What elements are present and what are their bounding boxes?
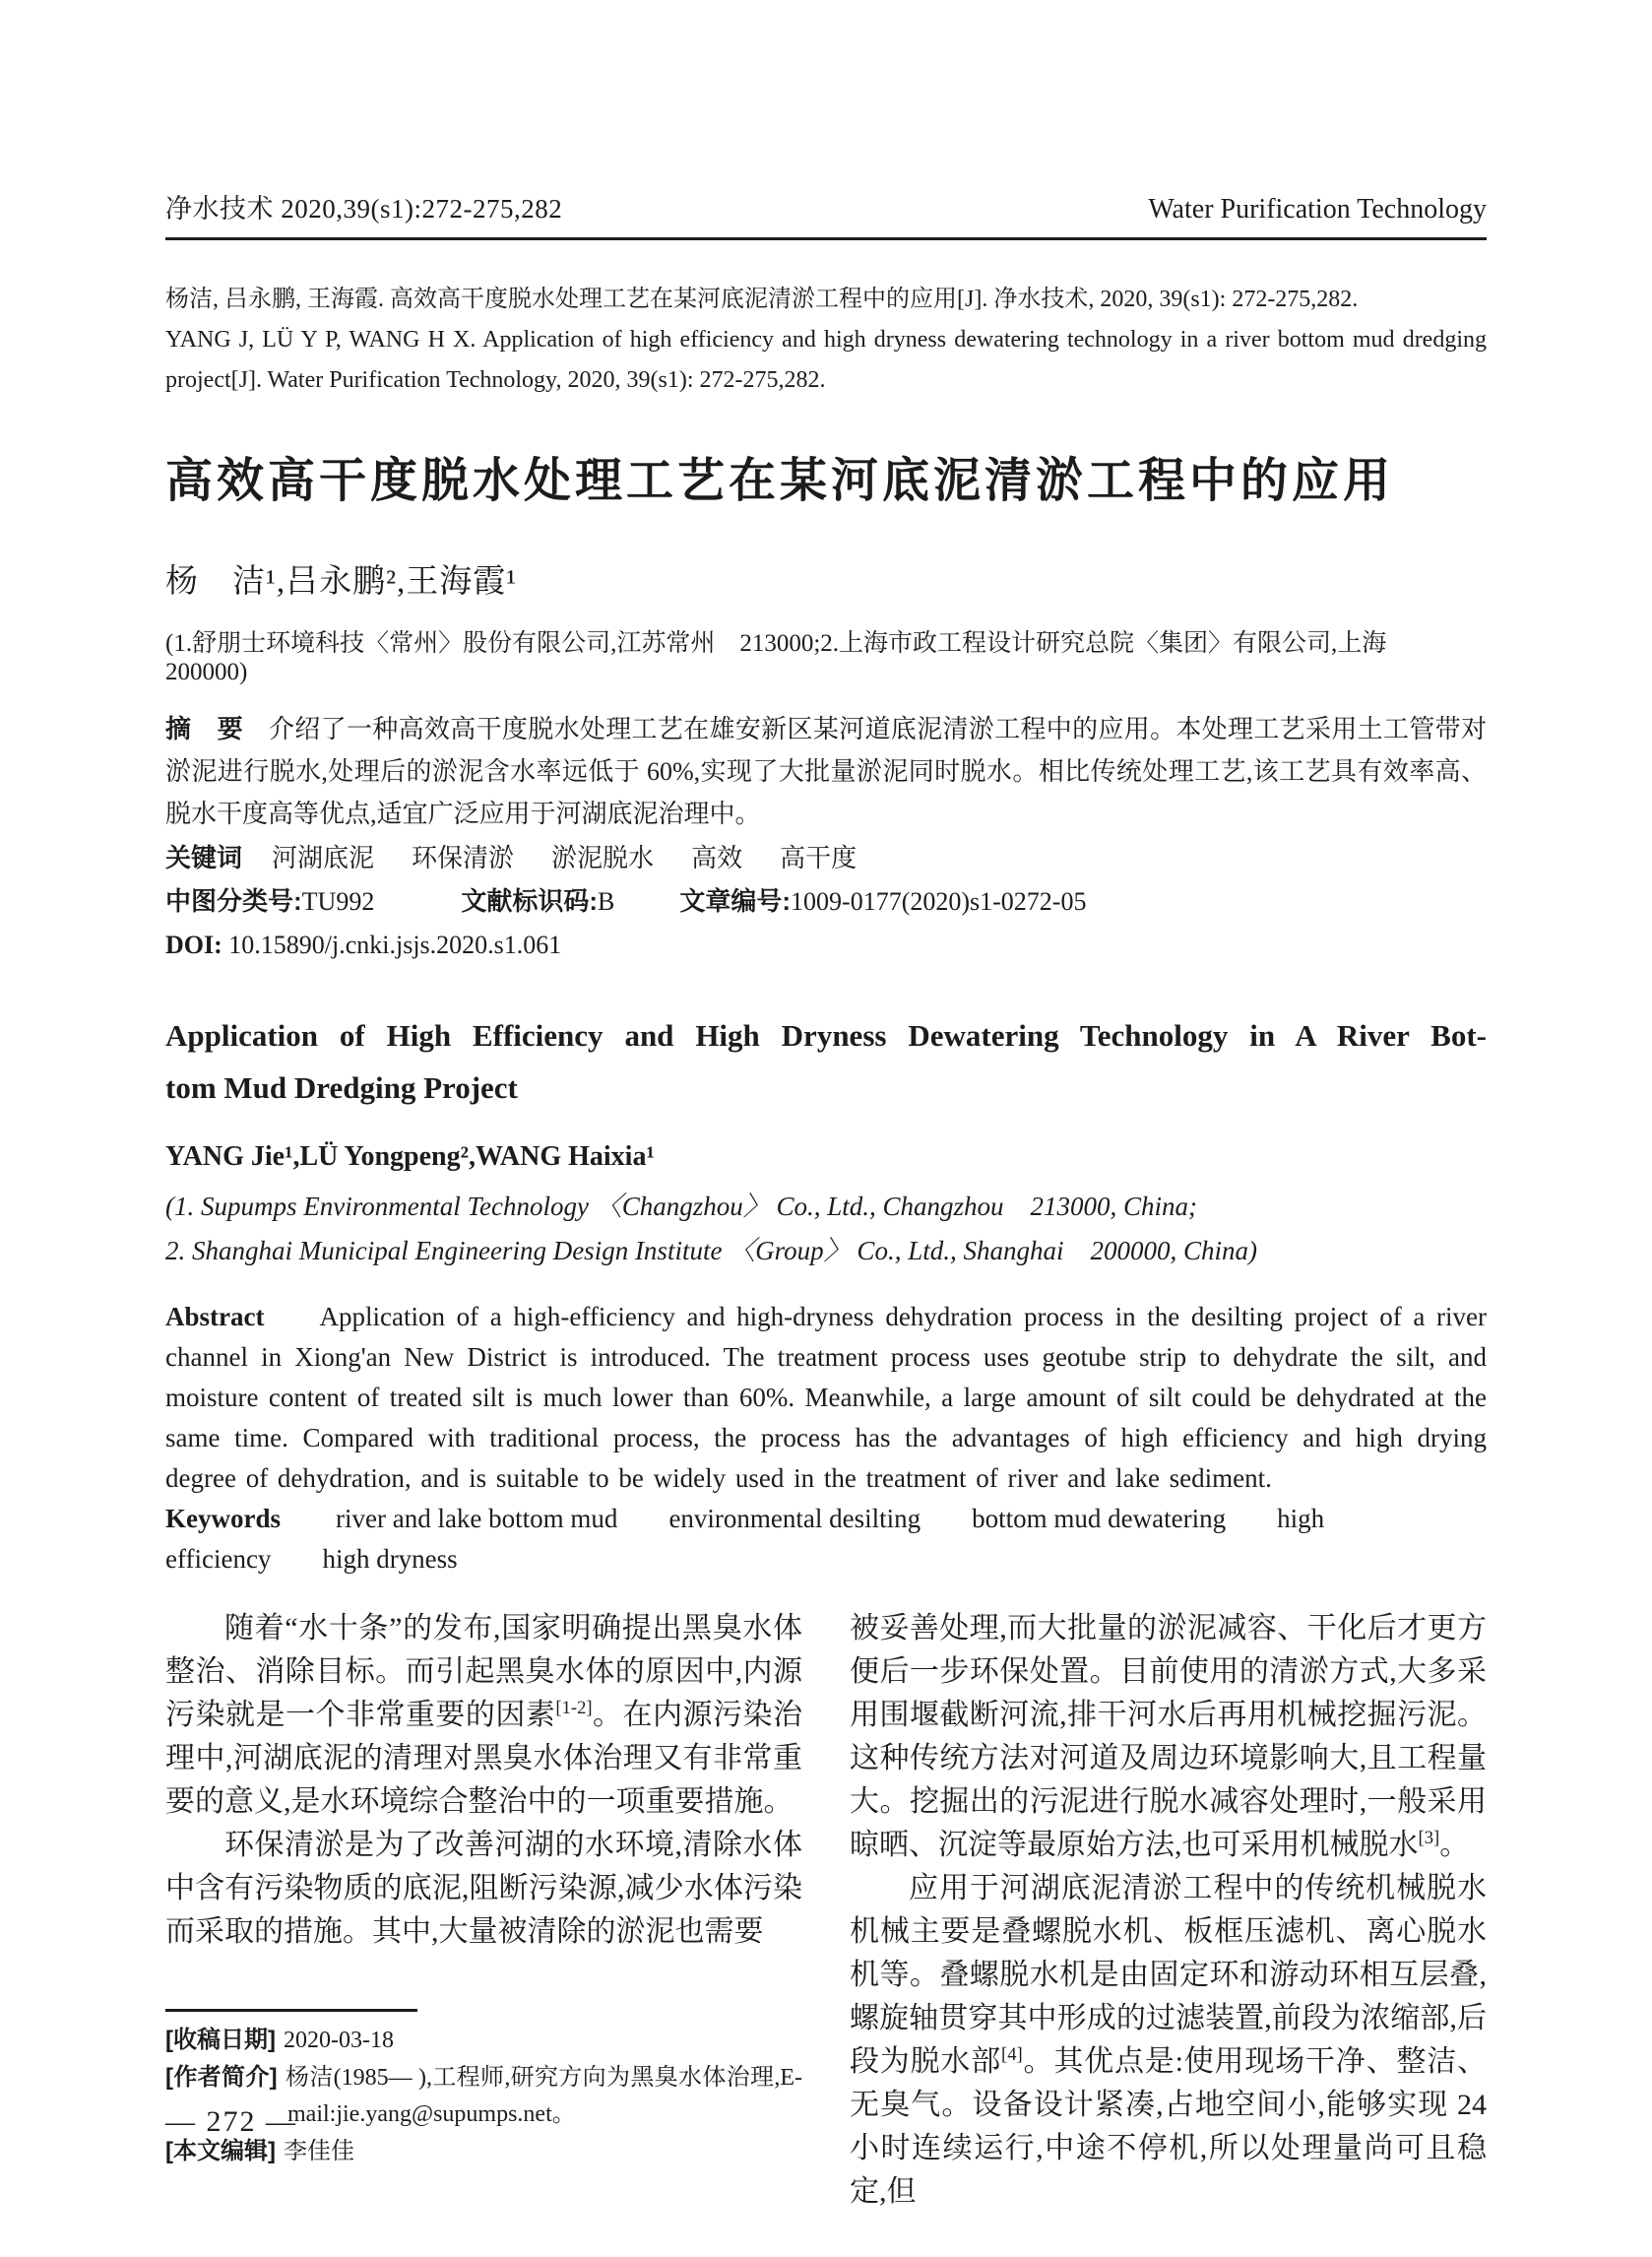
abstract-text-zh: 介绍了一种高效高干度脱水处理工艺在雄安新区某河道底泥清淤工程中的应用。本处理工艺采用土工管带对淤泥进行脱水,处理后的淤泥含水率远低于 60%,实现了大批量淤泥同时脱水。相比传统处理工艺,该工艺具有效率高、脱水干度高等优点,适宜广泛应用于河湖底泥治理中。	[165, 715, 1487, 828]
citation-en: YANG J, LÜ Y P, WANG H X. Application of high efficiency and high dryness dewatering technology in a river bottom mud dredging project[J]. Water Purification Technology, 2020, 39(s1): 272-275,282.	[165, 327, 1487, 393]
abstract-label-zh: 摘 要	[165, 714, 243, 743]
footnote-label: [本文编辑]	[165, 2138, 276, 2164]
keyword-item: high efficiency	[165, 1504, 1325, 1574]
keyword-item: environmental desilting	[668, 1504, 921, 1533]
footnote-text: 杨洁(1985— ),工程师,研究方向为黑臭水体治理,E-mail:jie.yang@supumps.net。	[285, 2065, 803, 2127]
article-title-en-line2: tom Mud Dredging Project	[165, 1070, 518, 1105]
reference-superscript: [1-2]	[555, 1698, 593, 1718]
abstract-text-en: Application of a high-efficiency and high-dryness dehydration process in the desilting project of a river channel in Xiong'an New District is introduced. The treatment process uses geotube strip to dehydrate the silt, and moisture content of treated silt is much lower than 60%. Meanwhile, a large amount of silt could be dehydrated at the same time. Compared with traditional process, the process has the advantages of high efficiency and high drying degree of dehydration, and is suitable to be widely used in the treatment of river and lake sediment.	[165, 1302, 1487, 1493]
keyword-item: 高效	[691, 844, 743, 872]
keyword-item: 环保清淤	[412, 844, 515, 872]
keyword-item: high dryness	[322, 1544, 458, 1574]
header-rule	[165, 237, 1487, 240]
citation-block	[165, 280, 1487, 401]
footnote-label: [作者简介]	[165, 2064, 278, 2091]
clc-value: TU992	[301, 887, 375, 916]
affiliation-zh: (1.舒朋士环境科技〈常州〉股份有限公司,江苏常州 213000;2.上海市政工程设计研究总院〈集团〉有限公司,上海 200000)	[165, 630, 1412, 685]
article-id-label: 文章编号:	[679, 886, 792, 916]
running-header	[165, 0, 1487, 226]
keyword-item: 高干度	[780, 844, 858, 872]
page-content	[165, 0, 1487, 2214]
journal-citation-zh: 净水技术 2020,39(s1):272-275,282	[165, 194, 563, 224]
article-title-en-line1: Application of High Efficiency and High Dryness Dewatering Technology in A River Bot-	[165, 1018, 1487, 1053]
body-columns	[165, 1607, 1487, 2214]
keywords-list-zh	[272, 844, 894, 872]
abstract-zh	[165, 708, 1487, 835]
keywords-zh	[165, 837, 1487, 879]
keyword-item: bottom mud dewatering	[972, 1504, 1227, 1533]
keyword-item: 淤泥脱水	[551, 844, 655, 872]
keyword-item: river and lake bottom mud	[336, 1504, 618, 1533]
page-number: — 272 —	[165, 2105, 297, 2138]
keyword-item: 河湖底泥	[272, 844, 375, 872]
affiliation-en-line1: (1. Supumps Environmental Technology 〈Changzhou〉 Co., Ltd., Changzhou 213000, China;	[165, 1192, 1198, 1221]
article-id-value: 1009-0177(2020)s1-0272-05	[791, 887, 1087, 916]
keywords-label-en: Keywords	[165, 1504, 281, 1533]
body-paragraph: 被妥善处理,而大批量的淤泥减容、干化后才更方便后一步环保处置。目前使用的清淤方式,大多采用围堰截断河流,排干河水后再用机械挖掘污泥。这种传统方法对河道及周边环境影响大,且工程量大。挖掘出的污泥进行脱水减容处理时,一般采用晾晒、沉淀等最原始方法,也可采用机械脱水[3]。	[850, 1612, 1487, 1861]
doc-code-value: B	[598, 887, 615, 916]
abstract-label-en: Abstract	[165, 1302, 265, 1331]
keywords-label-zh: 关键词	[165, 843, 243, 872]
doi-label: DOI:	[165, 931, 222, 959]
footnote-received-date	[165, 2022, 802, 2059]
authors-zh: 杨 洁¹,吕永鹏²,王海霞¹	[165, 564, 518, 600]
affiliation-en-line2: 2. Shanghai Municipal Engineering Design Institute 〈Group〉 Co., Ltd., Shanghai 200000, China)	[165, 1236, 1257, 1265]
footnote-text: 2020-03-18	[283, 2028, 394, 2053]
right-column	[850, 1607, 1487, 2214]
abstract-en	[165, 1297, 1487, 1499]
footnote-rule	[165, 2009, 417, 2012]
footnote-label: [收稿日期]	[165, 2027, 276, 2053]
authors-en: YANG Jie¹,LÜ Yongpeng²,WANG Haixia¹	[165, 1141, 655, 1172]
footnote-block	[165, 2009, 802, 2170]
doc-code-label: 文献标识码:	[461, 886, 599, 916]
doi-row	[165, 924, 1487, 966]
body-paragraph: 随着“水十条”的发布,国家明确提出黑臭水体整治、消除目标。而引起黑臭水体的原因中,内源污染就是一个非常重要的因素[1-2]。在内源污染治理中,河湖底泥的清理对黑臭水体治理又有非常重要的意义,是水环境综合整治中的一项重要措施。	[165, 1612, 803, 1818]
reference-superscript: [4]	[1001, 2044, 1023, 2065]
footnote-text: 李佳佳	[283, 2139, 354, 2164]
body-paragraph: 应用于河湖底泥清淤工程中的传统机械脱水机械主要是叠螺脱水机、板框压滤机、离心脱水机等。叠螺脱水机是由固定环和游动环相互层叠,螺旋轴贯穿其中形成的过滤装置,前段为浓缩部,后段为脱水部[4]。其优点是:使用现场干净、整洁、无臭气。设备设计紧凑,占地空间小,能够实现 24 小时连续运行,中途不停机,所以处理量尚可且稳定,但	[850, 1872, 1487, 2208]
doi-value: 10.15890/j.cnki.jsjs.2020.s1.061	[228, 931, 562, 959]
body-paragraph: 环保清淤是为了改善河湖的水环境,清除水体中含有污染物质的底泥,阻断污染源,减少水体污染而采取的措施。其中,大量被清除的淤泥也需要	[165, 1829, 802, 1948]
article-title-en	[165, 1009, 1487, 1114]
reference-superscript: [3]	[1418, 1828, 1440, 1848]
keywords-en	[165, 1499, 1487, 1580]
keywords-list-en	[165, 1504, 1324, 1574]
citation-zh: 杨洁, 吕永鹏, 王海霞. 高效高干度脱水处理工艺在某河底泥清淤工程中的应用[J]. 净水技术, 2020, 39(s1): 272-275,282.	[165, 287, 1359, 312]
meta-row	[165, 880, 1487, 923]
affiliation-en	[165, 1185, 1487, 1273]
article-title-zh: 高效高干度脱水处理工艺在某河底泥清淤工程中的应用	[165, 455, 1395, 507]
journal-name-en: Water Purification Technology	[1148, 194, 1487, 225]
clc-label: 中图分类号:	[165, 886, 302, 916]
